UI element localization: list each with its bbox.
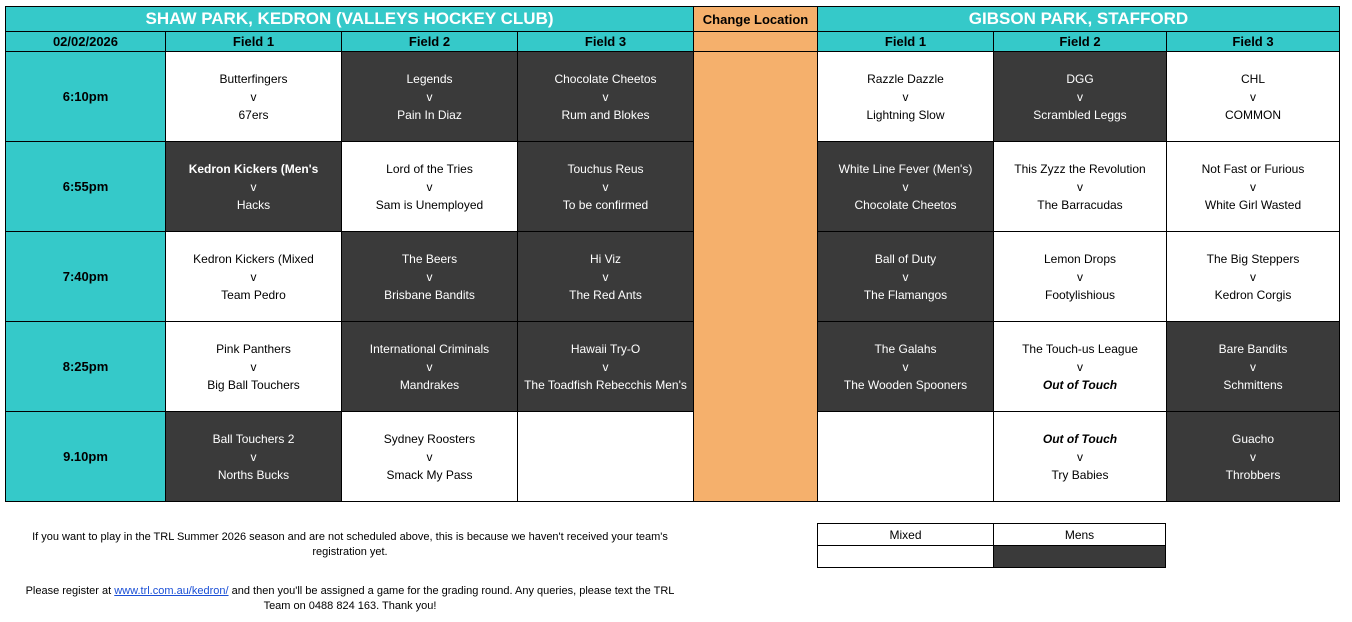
field-header-label: Field 2 [408,34,451,49]
versus-separator: v [902,89,909,104]
versus-separator: v [426,359,433,374]
home-team: The Galahs [874,341,937,356]
match-cell [341,141,518,232]
match-cell [341,51,518,142]
legend-mixed-label [817,523,994,546]
away-team: Brisbane Bandits [384,287,475,302]
away-team: Rum and Blokes [561,107,650,122]
match-cell [165,141,342,232]
versus-separator: v [902,269,909,284]
versus-separator: v [602,269,609,284]
away-team: 67ers [238,107,269,122]
match-cell [517,321,694,412]
home-team: Bare Bandits [1218,341,1288,356]
legend-mixed-text: Mixed [889,527,922,542]
versus-separator: v [1250,269,1256,284]
home-team: The Touch-us League [1022,341,1138,356]
venue-left-title [5,6,694,32]
field-header-left-1 [165,31,342,52]
away-team: Kedron Corgis [1214,287,1292,302]
match-cell [341,411,518,502]
field-header-right-1 [817,31,994,52]
away-team: Lightning Slow [866,107,945,122]
match-cell [165,321,342,412]
versus-separator: v [1250,449,1256,464]
register-info [14,584,686,614]
away-team: Team Pedro [221,287,286,302]
home-team: DGG [1066,71,1094,86]
time-slot [5,411,166,502]
register-info-after: and then you'll be assigned a game for the grading round. Any queries, please text the TRL Team on 0488 824 163. Thank you! [228,585,675,612]
legend-mens-swatch [993,545,1166,568]
versus-separator: v [602,359,609,374]
registration-note-text: If you want to play in the TRL Summer 2026 season and are not scheduled above, this is because we haven't received your team's registration yet. [32,531,668,558]
away-team: Chocolate Cheetos [854,197,957,212]
away-team: Throbbers [1225,467,1281,482]
versus-separator: v [426,89,433,104]
home-team: Butterfingers [219,71,288,86]
versus-separator: v [250,449,257,464]
versus-separator: v [1077,359,1083,374]
away-team: To be confirmed [562,197,649,212]
match-cell [1166,411,1340,502]
time-label: 6:55pm [62,179,109,194]
register-link[interactable]: www.trl.com.au/kedron/ [114,585,229,597]
match-cell [517,51,694,142]
venue-right-title [817,6,1340,32]
field-header-right-3 [1166,31,1340,52]
home-team: Razzle Dazzle [867,71,944,86]
versus-separator: v [1250,359,1256,374]
home-team: Not Fast or Furious [1201,161,1305,176]
field-header-label: Field 3 [584,34,627,49]
away-team: Pain In Diaz [397,107,462,122]
match-cell [817,321,994,412]
field-header-label: Field 3 [1232,34,1274,49]
match-cell [817,51,994,142]
home-team: CHL [1240,71,1265,86]
home-team: Chocolate Cheetos [554,71,657,86]
away-team: Schmittens [1223,377,1283,392]
home-team: Guacho [1231,431,1275,446]
away-team: Big Ball Touchers [207,377,300,392]
versus-separator: v [1077,449,1083,464]
match-cell [817,141,994,232]
away-team: Out of Touch [1042,377,1118,392]
time-label: 9.10pm [63,449,108,464]
time-label: 6:10pm [62,89,109,104]
versus-separator: v [602,179,609,194]
versus-separator: v [602,89,609,104]
match-cell [341,321,518,412]
versus-separator: v [250,89,257,104]
field-header-label: Field 1 [884,34,927,49]
home-team: The Big Steppers [1206,251,1300,266]
away-team: Try Babies [1051,467,1109,482]
away-team: The Toadfish Rebecchis Men's [524,377,687,392]
match-cell [993,411,1167,502]
legend-mixed-swatch [817,545,994,568]
match-cell [517,231,694,322]
home-team: The Beers [401,251,458,266]
away-team: The Red Ants [569,287,642,302]
home-team: Lord of the Tries [386,161,473,176]
time-slot [5,141,166,232]
versus-separator: v [1250,179,1256,194]
match-cell [165,231,342,322]
field-header-label: Field 1 [232,34,275,49]
match-cell [1166,231,1340,322]
away-team: Hacks [236,197,271,212]
field-header-label: Field 2 [1059,34,1101,49]
away-team: Smack My Pass [386,467,473,482]
versus-separator: v [1250,89,1256,104]
home-team: Hi Viz [589,251,622,266]
away-team: Mandrakes [399,377,460,392]
date-header [5,31,166,52]
match-cell [517,141,694,232]
away-team: Scrambled Leggs [1033,107,1127,122]
empty-match-cell [817,411,994,502]
home-team: Legends [406,71,453,86]
versus-separator: v [250,179,257,194]
versus-separator: v [426,449,433,464]
legend-mens-text: Mens [1064,527,1095,542]
versus-separator: v [1077,89,1083,104]
versus-separator: v [250,359,257,374]
versus-separator: v [902,179,909,194]
match-cell [341,231,518,322]
away-team: Norths Bucks [217,467,290,482]
away-team: Footylishious [1044,287,1116,302]
home-team: This Zyzz the Revolution [1014,161,1146,176]
venue-left-label: SHAW PARK, KEDRON (VALLEYS HOCKEY CLUB) [145,9,554,28]
field-header-left-3 [517,31,694,52]
legend-mens-label [993,523,1166,546]
match-cell [993,51,1167,142]
home-team: Ball Touchers 2 [212,431,295,446]
field-header-right-2 [993,31,1167,52]
versus-separator: v [1077,269,1083,284]
match-cell [993,321,1167,412]
home-team: Touchus Reus [567,161,644,176]
time-slot [5,51,166,142]
home-team: Out of Touch [1042,431,1118,446]
time-slot [5,321,166,412]
versus-separator: v [426,179,433,194]
time-label: 8:25pm [62,359,109,374]
change-location-button[interactable] [693,6,818,32]
match-cell [817,231,994,322]
time-label: 7:40pm [62,269,109,284]
versus-separator: v [902,359,909,374]
divider-column [693,51,818,502]
away-team: White Girl Wasted [1204,197,1302,212]
match-cell [165,411,342,502]
versus-separator: v [250,269,257,284]
home-team: Lemon Drops [1043,251,1117,266]
away-team: The Flamangos [863,287,948,302]
away-team: Sam is Unemployed [375,197,484,212]
home-team: Hawaii Try-O [570,341,641,356]
away-team: COMMON [1225,107,1281,122]
field-header-left-2 [341,31,518,52]
match-cell [1166,141,1340,232]
match-cell [1166,51,1340,142]
home-team: Kedron Kickers (Men's [188,161,319,176]
match-cell [165,51,342,142]
match-cell [993,141,1167,232]
registration-note [14,530,686,560]
versus-separator: v [426,269,433,284]
home-team: Kedron Kickers (Mixed [193,251,314,266]
match-cell [1166,321,1340,412]
home-team: Pink Panthers [216,341,291,356]
empty-match-cell [517,411,694,502]
home-team: Ball of Duty [874,251,937,266]
home-team: International Criminals [369,341,490,356]
register-info-before: Please register at [25,585,115,597]
versus-separator: v [1077,179,1083,194]
home-team: White Line Fever (Men's) [838,161,973,176]
venue-right-label: GIBSON PARK, STAFFORD [968,9,1189,28]
date-label: 02/02/2026 [52,34,119,49]
away-team: The Barracudas [1037,197,1123,212]
match-cell [993,231,1167,322]
away-team: The Wooden Spooners [843,377,968,392]
change-location-label: Change Location [702,11,809,27]
divider-column-header [693,31,818,52]
time-slot [5,231,166,322]
home-team: Sydney Roosters [383,431,476,446]
